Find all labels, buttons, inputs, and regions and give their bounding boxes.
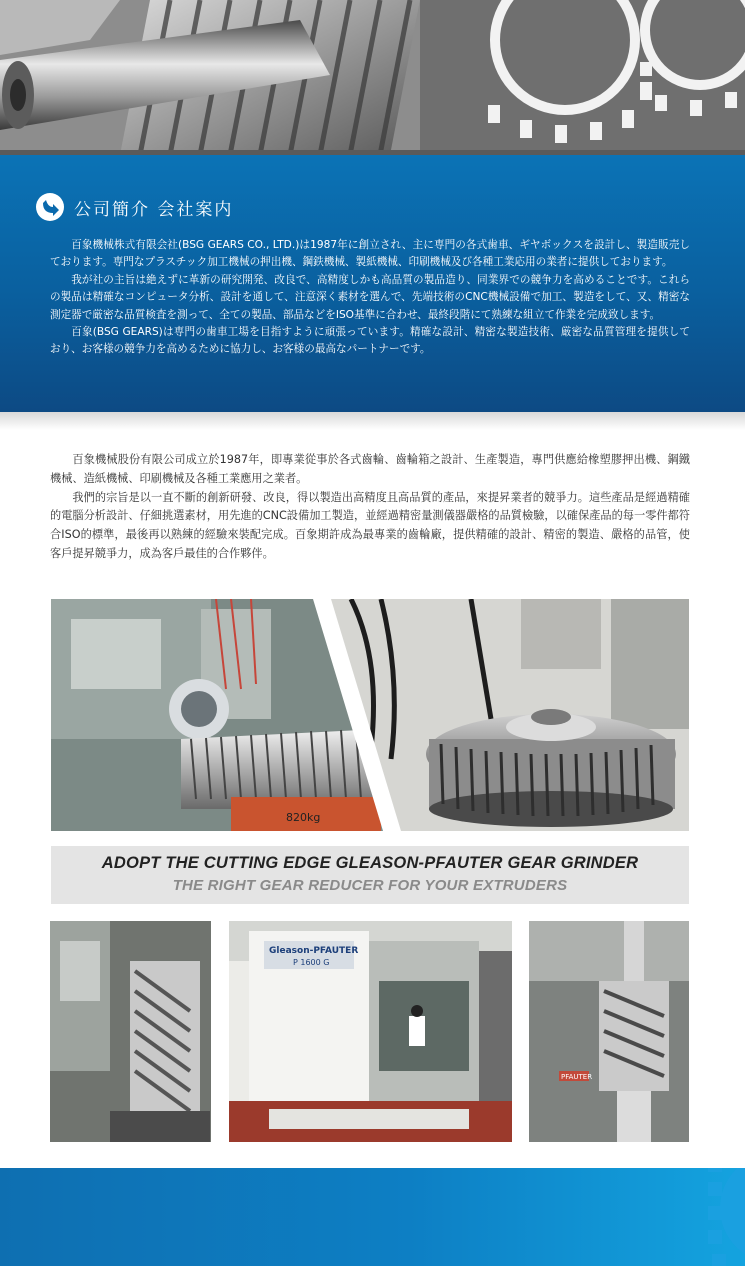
- section-divider: [0, 412, 745, 430]
- caption-subtitle: THE RIGHT GEAR REDUCER FOR YOUR EXTRUDERS: [172, 877, 568, 894]
- chinese-text: [50, 451, 690, 564]
- gleason-pfauter-machine-photo: [229, 921, 512, 1142]
- caption-title: ADOPT THE CUTTING EDGE GLEASON-PFAUTER GEAR GRINDER: [101, 854, 639, 872]
- machine-model: P 1600 G: [293, 958, 330, 967]
- gear-grinder-photo: [51, 599, 689, 831]
- header-gear-photo: [0, 0, 745, 155]
- arrow-icon: [36, 193, 64, 221]
- jp-paragraph-2: 我が社の主旨は絶えずに革新の研究開発、改良で、高精度しかも高品質の製品造り、同業界での競争力を高めることです。これらの製品は精確なコンピュータ分析、設計を通して、注意深く素材を選んで、先端技術のCNC機械設備で加工、製造をして、又、精密な測定器で厳密な品質検査を測って、全ての製品、部品などをISO基準に合わせ、最終段階にて熟練な組立て作業を完成致します。: [50, 273, 690, 321]
- pfauter-tag: PFAUTER: [561, 1073, 593, 1081]
- caption-banner: [51, 846, 689, 904]
- helical-gear-photo: [50, 921, 211, 1142]
- machine-brand: Gleason-PFAUTER: [269, 946, 359, 956]
- cn-paragraph-1: 百象機械股份有限公司成立於1987年，即專業從事於各式齒輪、齒輪箱之設計、生產製造，專門供應給橡塑膠押出機、鋼鐵機械、造紙機械、印刷機械及各種工業應用之業者。: [50, 453, 690, 485]
- section-heading: [36, 192, 233, 222]
- footer-band: [0, 1168, 745, 1266]
- jp-paragraph-1: 百象機械株式有限会社(BSG GEARS CO., LTD.)は1987年に創立され、主に専門の各式歯車、ギヤボックスを設計し、製造販売しております。専門なプラスチック加工機械の押出機、鋼鉄機械、製紙機械、印刷機械及び各種工業応用の業者に提供しております。: [50, 239, 690, 269]
- section-title: 公司簡介 会社案内: [74, 199, 234, 220]
- cn-paragraph-2: 我們的宗旨是以一直不斷的創新研發、改良，得以製造出高精度且高品質的產品，來提昇業者的競爭力。這些產品是經過精確的電腦分析設計、仔細挑選素材，用先進的CNC設備加工製造，並經過精密量測儀器嚴格的品質檢驗，以確保產品的每一零件都符合ISO的標準，最後再以熟練的經驗來裝配完成。百象期許成為最專業的齒輪廠，提供精確的設計、精密的製造、嚴格的品管，使客戶提昇競爭力，成為客戶最佳的合作夥伴。: [50, 490, 690, 560]
- weight-label: 820kg: [286, 811, 321, 824]
- gear-icon: [708, 1168, 745, 1266]
- jp-paragraph-3: 百象(BSG GEARS)は専門の歯車工場を目指すように頑張っています。精確な設計、精密な製造技術、厳密な品質管理を提供しており、お客様の競争力を高めるために協力し、お客様の最高なパートナーです。: [50, 326, 690, 356]
- pfauter-gear-shaft-photo: [529, 921, 689, 1142]
- japanese-text: [50, 237, 690, 359]
